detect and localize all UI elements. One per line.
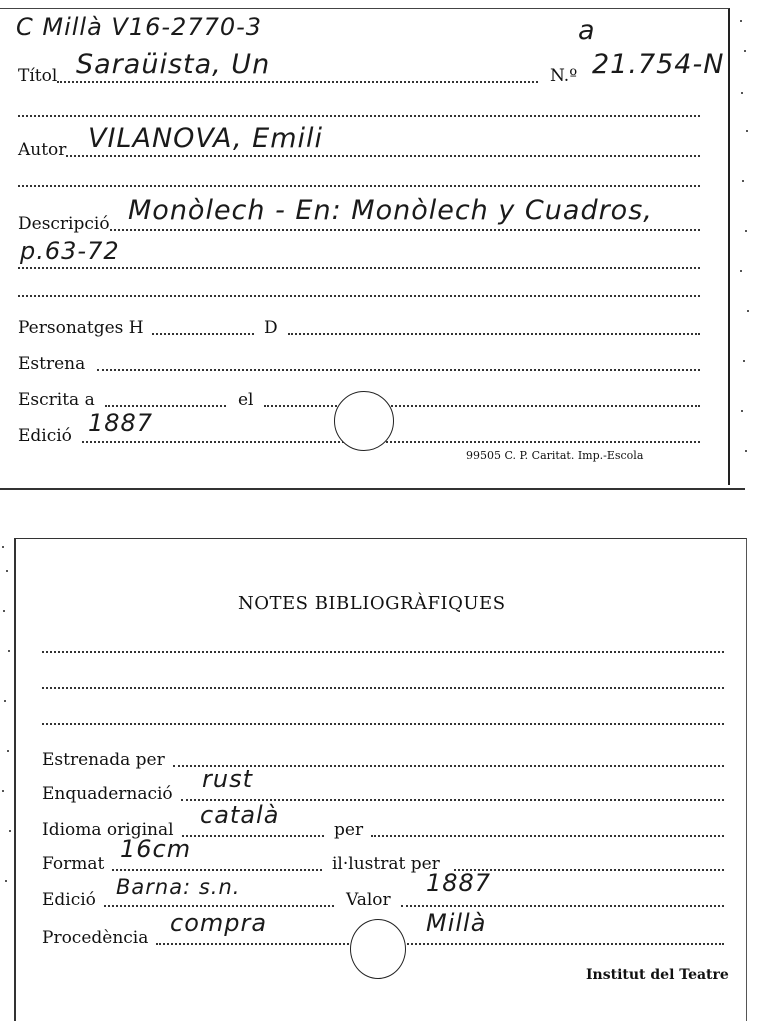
personatges-row [18,313,254,339]
corner-letter: a [578,15,596,46]
enquadernacio-label: Enquadernació [42,784,173,804]
valor-row [346,885,724,911]
estrenada-label: Estrenada per [42,750,165,770]
blank-line [42,723,724,725]
blank-line [18,185,700,187]
descripcio-label: Descripció [18,214,110,234]
notes-card [14,538,747,1021]
estrena-label: Estrena [18,354,86,374]
top-handwritten-note: C Millà V16-2770-3 [16,13,263,41]
escrita-row [18,385,226,411]
enquadernacio-row [42,779,724,805]
notes-heading: NOTES BIBLIOGRÀFIQUES [238,593,506,614]
format-label: Format [42,854,105,874]
per-row [334,815,724,841]
card-edge [0,488,745,490]
numero-label: N.º [550,66,578,86]
titol-value: Saraüista, Un [76,49,271,80]
escrita-label: Escrita a [18,390,95,410]
blank-line [18,267,700,269]
autor-value: VILANOVA, Emili [88,123,324,154]
enquadernacio-value: rust [202,765,253,793]
procedencia-label: Procedència [42,928,149,948]
descripcio-value-line1: Monòlech - En: Monòlech y Cuadros, [128,195,653,226]
d-label: D [264,318,278,338]
catalog-card [0,8,730,485]
personatges-label: Personatges H [18,318,144,338]
titol-label: Títol [18,66,58,86]
d-row [264,313,700,339]
idioma-value: català [200,801,280,829]
estrena-row [18,349,700,375]
illustrat-row [332,849,724,875]
numero-value: 21.754-N [592,49,725,80]
autor-label: Autor [18,140,67,160]
idioma-label: Idioma original [42,820,174,840]
valor-label: Valor [346,890,391,910]
institut-label: Institut del Teatre [586,967,729,983]
edicio-label: Edició [18,426,72,446]
blank-line [42,651,724,653]
el-row [238,385,700,411]
descripcio-value-line2: p.63-72 [20,237,120,265]
blank-line [18,115,700,117]
procedencia-value: compra [170,909,268,937]
format-value: 16cm [120,835,192,863]
estrenada-row [42,745,724,771]
scan-edge-noise [0,540,12,920]
el-label: el [238,390,254,410]
blank-line [42,687,724,689]
punch-hole [334,391,394,451]
procedencia-value2: Millà [426,909,487,937]
valor-value: 1887 [426,869,492,897]
edicio2-value: Barna: s.n. [116,875,241,899]
blank-line [18,295,700,297]
punch-hole [350,919,406,979]
printer-note: 99505 C. P. Caritat. Imp.-Escola [466,449,644,462]
per-label: per [334,820,364,840]
illustrat-label: il·lustrat per [332,854,440,874]
edicio-value: 1887 [88,409,154,437]
edicio2-label: Edició [42,890,96,910]
scan-edge-noise [738,10,750,480]
